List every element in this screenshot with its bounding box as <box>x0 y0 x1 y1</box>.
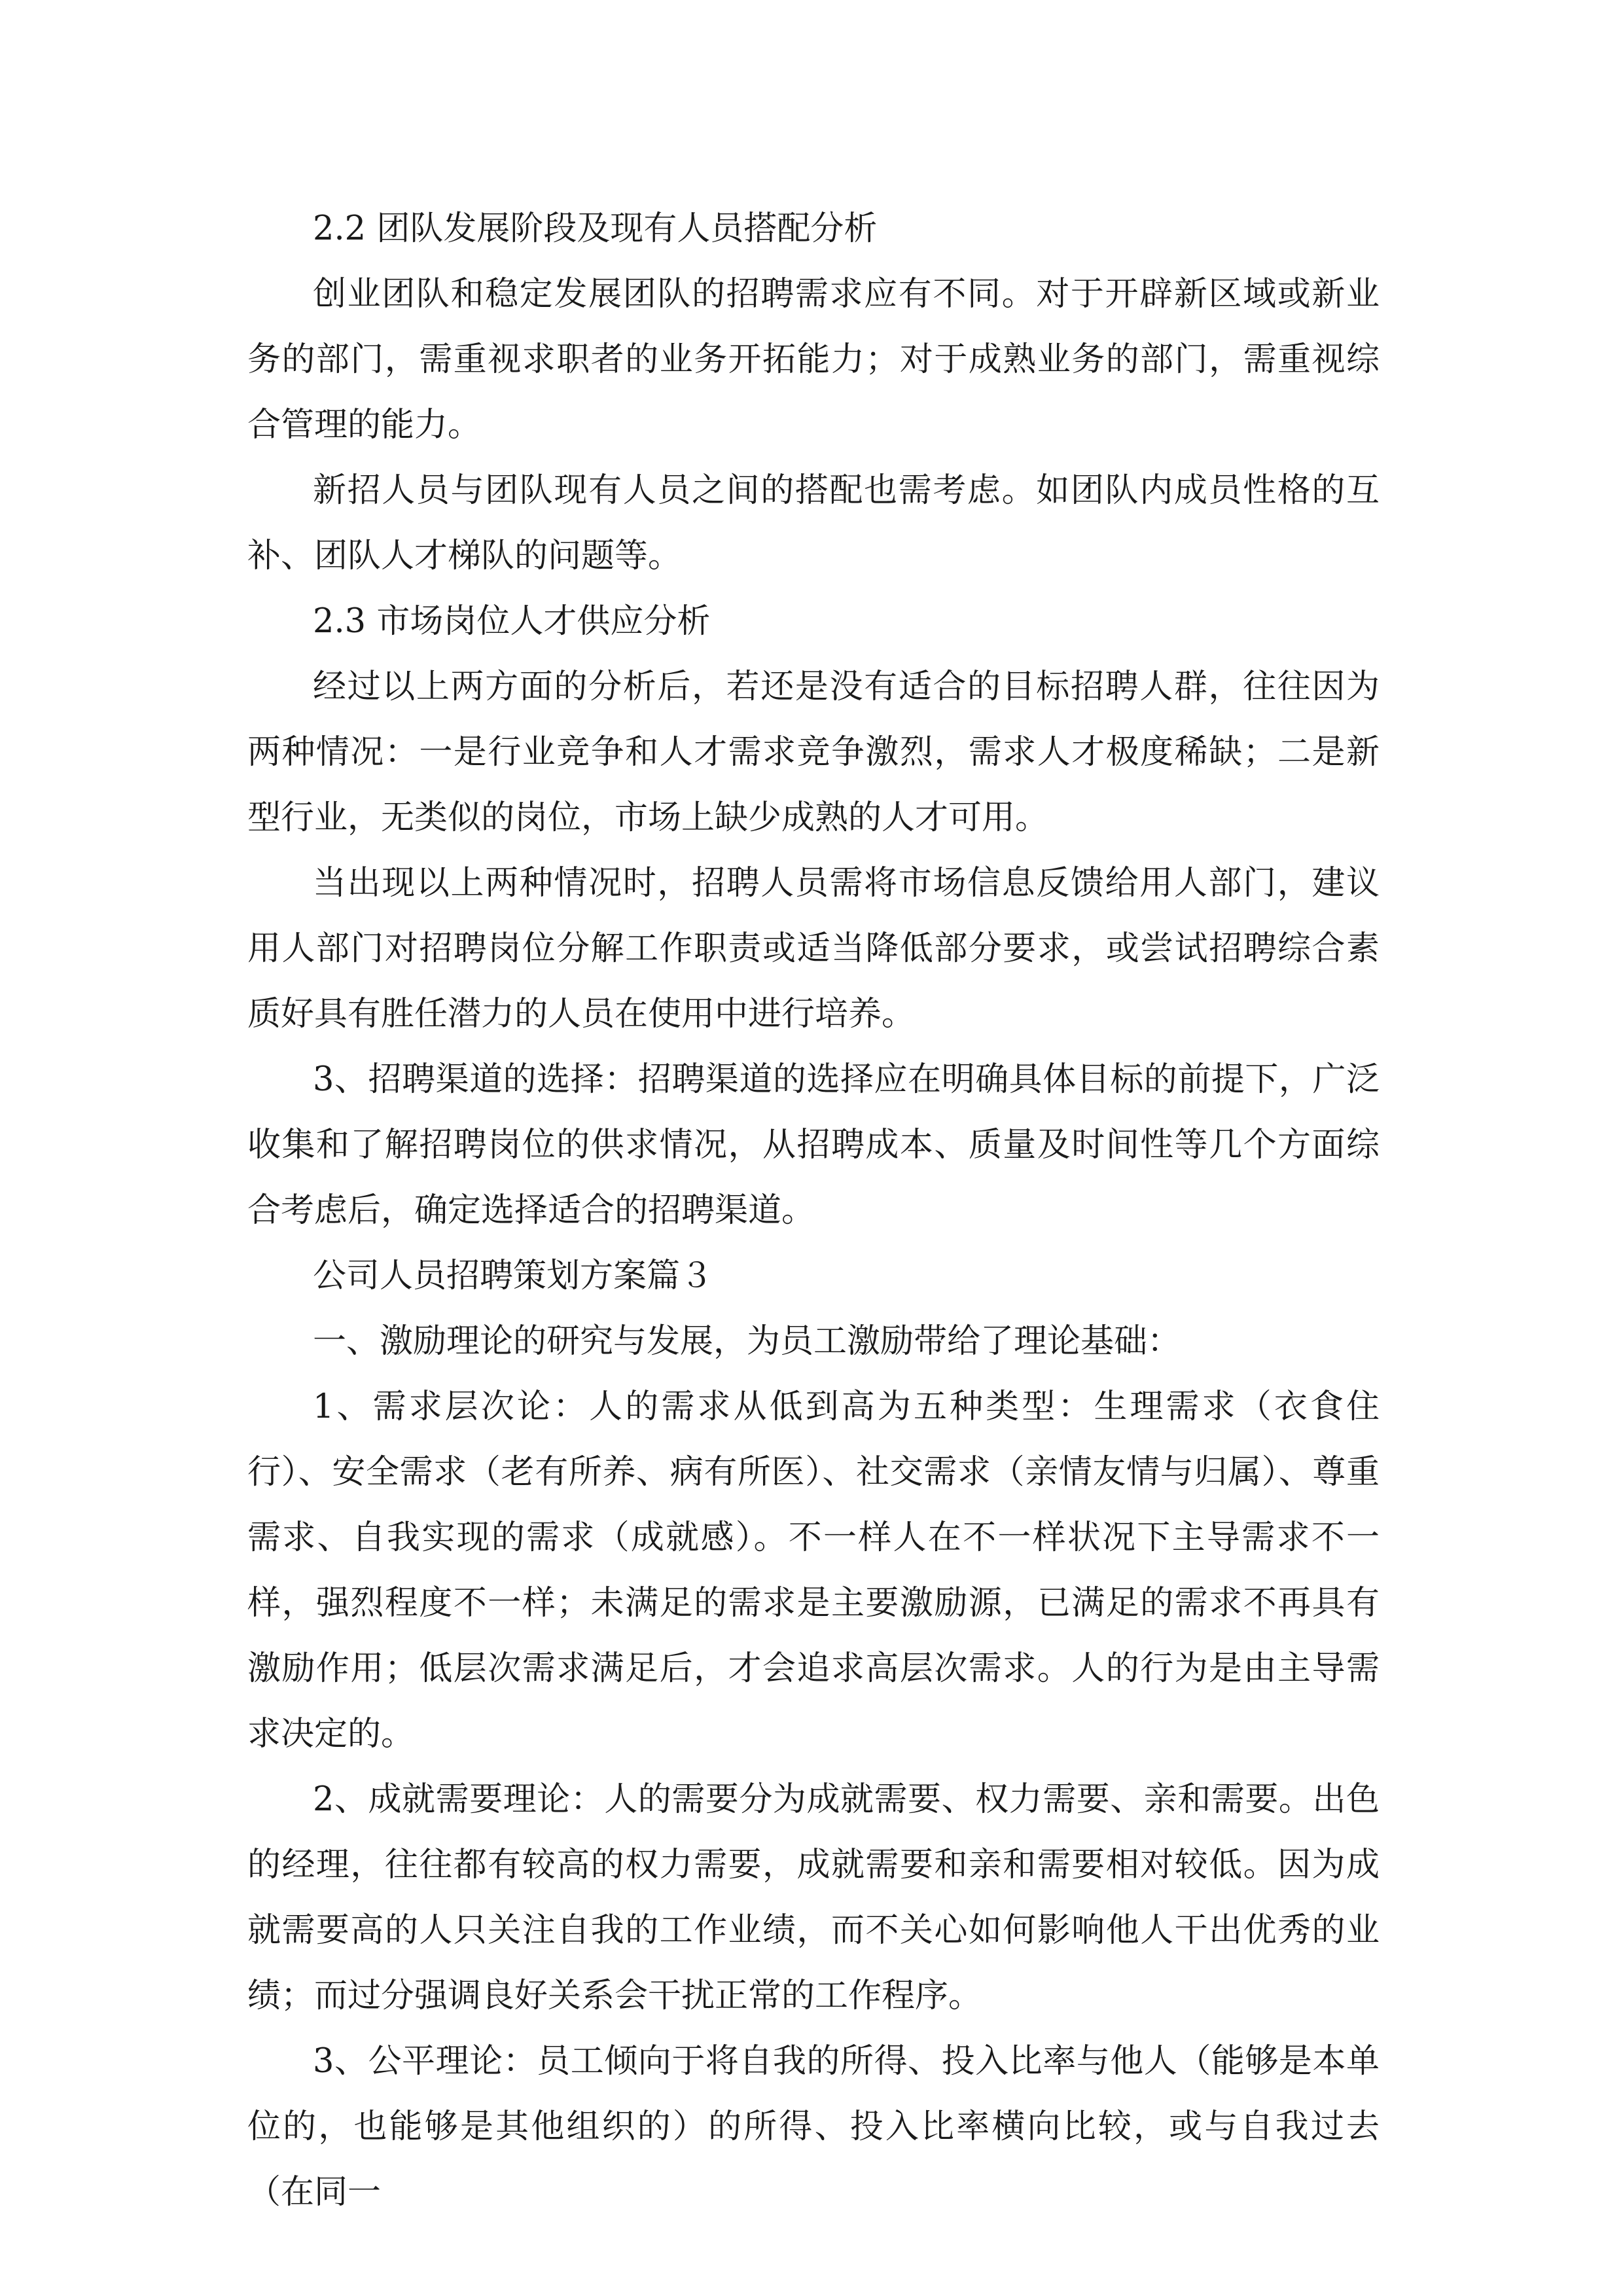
paragraph: 经过以上两方面的分析后，若还是没有适合的目标招聘人群，往往因为两种情况：一是行业竞争和人才需求竞争激烈，需求人才极度稀缺；二是新型行业，无类似的岗位，市场上缺少成熟的人才可用。 <box>247 668 1380 837</box>
document-body <box>247 196 1380 2225</box>
paragraph: 新招人员与团队现有人员之间的搭配也需考虑。如团队内成员性格的互补、团队人才梯队的问题等。 <box>247 471 1380 575</box>
paragraph: 3、公平理论：员工倾向于将自我的所得、投入比率与他人（能够是本单位的，也能够是其他组织的）的所得、投入比率横向比较，或与自我过去（在同一 <box>247 2042 1380 2212</box>
article-heading: 公司人员招聘策划方案篇３ <box>313 1257 714 1295</box>
paragraph: 2、成就需要理论：人的需要分为成就需要、权力需要、亲和需要。出色的经理，往往都有较高的权力需要，成就需要和亲和需要相对较低。因为成就需要高的人只关注自我的工作业绩，而不关心如何影响他人干出优秀的业绩；而过分强调良好关系会干扰正常的工作程序。 <box>247 1780 1380 2015</box>
paragraph: 当出现以上两种情况时，招聘人员需将市场信息反馈给用人部门，建议用人部门对招聘岗位分解工作职责或适当降低部分要求，或尝试招聘综合素质好具有胜任潜力的人员在使用中进行培养。 <box>247 864 1380 1033</box>
paragraph: 1、需求层次论：人的需求从低到高为五种类型：生理需求（衣食住行）、安全需求（老有所养、病有所医）、社交需求（亲情友情与归属）、尊重需求、自我实现的需求（成就感）。不一样人在不一样状况下主导需求不一样，强烈程度不一样；未满足的需求是主要激励源，已满足的需求不再具有激励作用；低层次需求满足后，才会追求高层次需求。人的行为是由主导需求决定的。 <box>247 1388 1380 1753</box>
section-heading: 一、激励理论的研究与发展，为员工激励带给了理论基础： <box>313 1322 1181 1361</box>
section-heading-2-2: 2.2 团队发展阶段及现有人员搭配分析 <box>313 209 878 248</box>
paragraph: 创业团队和稳定发展团队的招聘需求应有不同。对于开辟新区域或新业务的部门，需重视求职者的业务开拓能力；对于成熟业务的部门，需重视综合管理的能力。 <box>247 275 1380 444</box>
section-heading-2-3: 2.3 市场岗位人才供应分析 <box>313 602 711 641</box>
paragraph: 3、招聘渠道的选择：招聘渠道的选择应在明确具体目标的前提下，广泛收集和了解招聘岗位的供求情况，从招聘成本、质量及时间性等几个方面综合考虑后，确定选择适合的招聘渠道。 <box>247 1060 1380 1230</box>
